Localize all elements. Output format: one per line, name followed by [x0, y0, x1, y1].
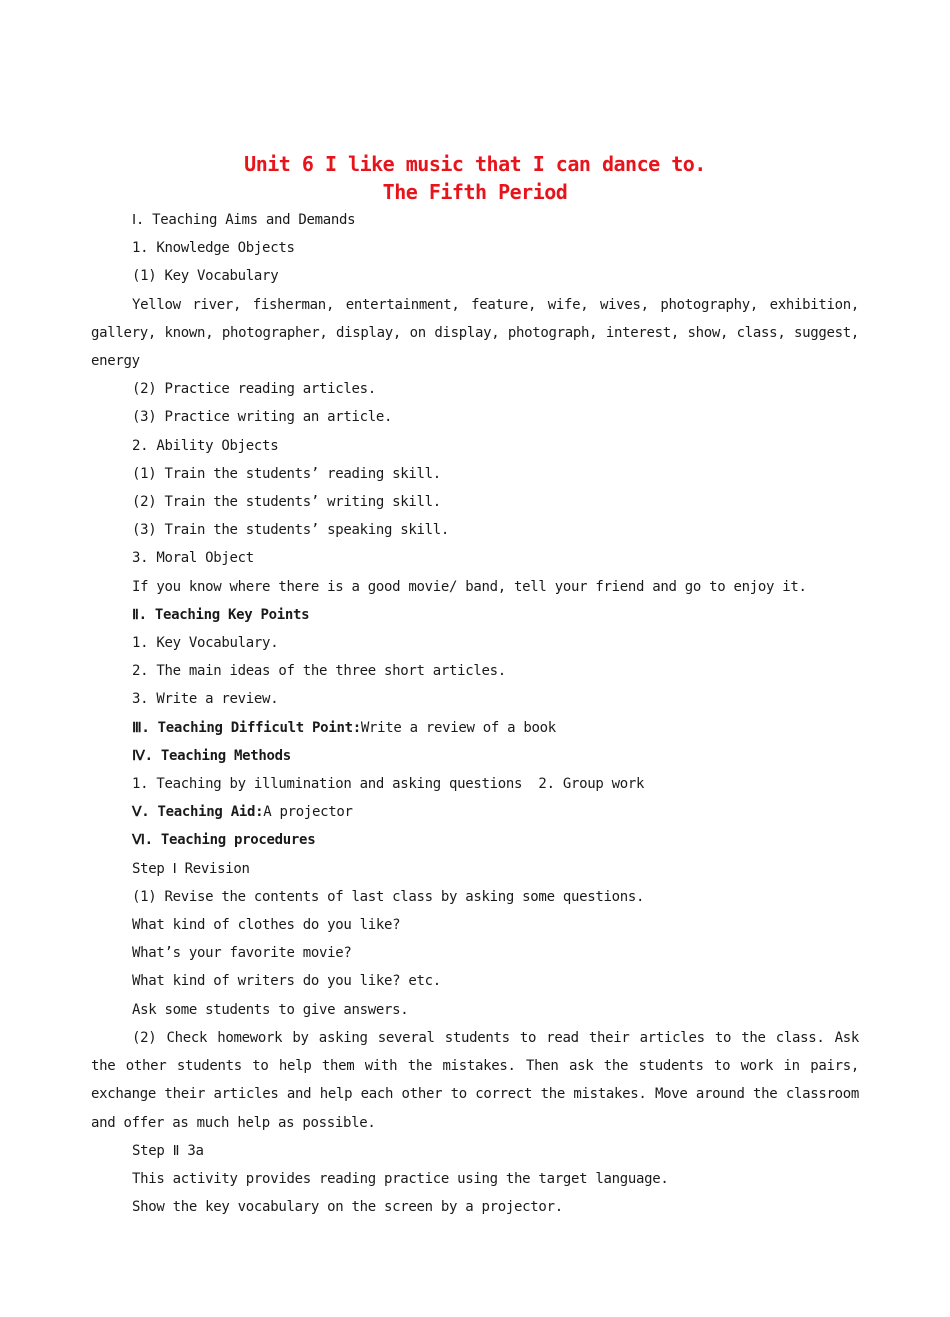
question-2: What’s your favorite movie?	[132, 945, 352, 962]
section-5-text: A projector	[263, 804, 353, 821]
step-2-text-2: Show the key vocabulary on the screen by a projector.	[132, 1199, 563, 1216]
ask-students-text: Ask some students to give answers.	[132, 1001, 409, 1018]
step-2-text-1: This activity provides reading practice using the target language.	[132, 1170, 669, 1187]
step-1-item-2: (2) Check homework by asking several students to read their articles to the class. Ask the other students to help them with the mistakes. Then ask the students to work in pairs, exchange their articles and help each other to correct the mistakes. Move around the classroom and offer as much help as possible.	[91, 1029, 868, 1131]
moral-object-heading: 3. Moral Object	[132, 550, 254, 567]
question-3: What kind of writers do you like? etc.	[132, 973, 441, 990]
section-3-text: Write a review of a book	[360, 719, 556, 736]
knowledge-item-3: (3) Practice writing an article.	[132, 409, 393, 426]
document-page	[91, 150, 868, 1221]
key-point-1: 1. Key Vocabulary.	[132, 635, 279, 652]
ability-item-3: (3) Train the students’ speaking skill.	[132, 522, 450, 539]
section-3	[91, 714, 859, 742]
key-point-2: 2. The main ideas of the three short articles.	[132, 663, 506, 680]
section-1-heading: Ⅰ. Teaching Aims and Demands	[132, 212, 356, 228]
ability-item-1: (1) Train the students’ reading skill.	[132, 465, 441, 482]
section-6-heading: Ⅵ. Teaching procedures	[132, 832, 316, 849]
section-5	[91, 798, 859, 826]
document-title	[91, 150, 859, 206]
step-1-item-1: (1) Revise the contents of last class by asking some questions.	[132, 888, 645, 905]
step-2-heading: Step Ⅱ 3a	[132, 1142, 204, 1159]
section-2-heading: Ⅱ. Teaching Key Points	[132, 606, 310, 623]
title-line-1: Unit 6 I like music that I can dance to.	[244, 152, 706, 176]
teaching-methods-text: 1. Teaching by illumination and asking questions 2. Group work	[132, 776, 645, 793]
key-point-3: 3. Write a review.	[132, 691, 279, 708]
ability-item-2: (2) Train the students’ writing skill.	[132, 494, 441, 511]
ability-objects-heading: 2. Ability Objects	[132, 437, 279, 454]
document-body	[91, 206, 868, 1221]
moral-object-text: If you know where there is a good movie/ band, tell your friend and go to enjoy it.	[132, 578, 807, 595]
section-4-heading: Ⅳ. Teaching Methods	[132, 747, 291, 764]
section-3-heading: Ⅲ. Teaching Difficult Point:	[132, 719, 361, 736]
step-1-heading: Step Ⅰ Revision	[132, 860, 250, 877]
key-vocabulary-heading: (1) Key Vocabulary	[132, 268, 279, 285]
knowledge-item-2: (2) Practice reading articles.	[132, 381, 376, 398]
key-vocabulary-list: Yellow river, fisherman, entertainment, feature, wife, wives, photography, exhibition, gallery, known, photographer, display, on display, photograph, interest, show, class, suggest, energy	[91, 296, 868, 370]
title-line-2: The Fifth Period	[382, 180, 568, 204]
section-5-heading: Ⅴ. Teaching Aid:	[132, 804, 264, 821]
question-1: What kind of clothes do you like?	[132, 917, 401, 934]
knowledge-objects-heading: 1. Knowledge Objects	[132, 240, 295, 257]
